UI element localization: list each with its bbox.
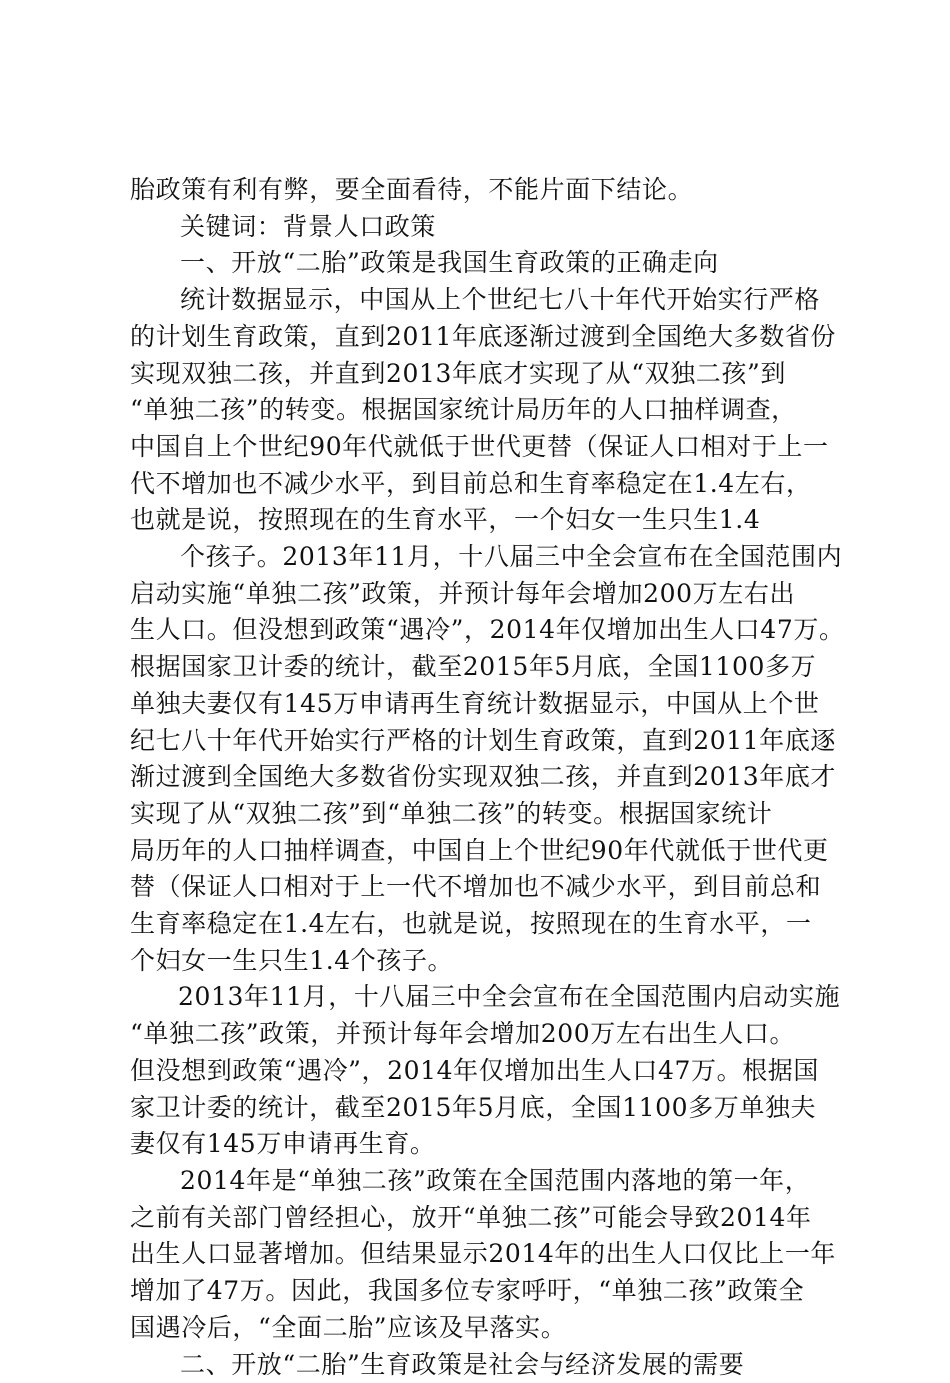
text-line: 2014年是“单独二孩”政策在全国范围内落地的第一年， <box>130 1163 830 1200</box>
text-line: 统计数据显示，中国从上个世纪七八十年代开始实行严格 <box>130 282 830 319</box>
keywords-line: 关键词：背景人口政策 <box>130 209 830 246</box>
text-line: 代不增加也不减少水平，到目前总和生育率稳定在1.4左右， <box>130 466 830 503</box>
text-line: 渐过渡到全国绝大多数省份实现双独二孩，并直到2013年底才 <box>130 759 830 796</box>
text-line: 出生人口显著增加。但结果显示2014年的出生人口仅比上一年 <box>130 1236 830 1273</box>
text-line: “单独二孩”的转变。根据国家统计局历年的人口抽样调查， <box>130 392 830 429</box>
text-line: 实现了从“双独二孩”到“单独二孩”的转变。根据国家统计 <box>130 796 830 833</box>
paragraph-intro-end <box>130 172 830 209</box>
text-line: “单独二孩”政策，并预计每年会增加200万左右出生人口。 <box>130 1016 830 1053</box>
text-line: 启动实施“单独二孩”政策，并预计每年会增加200万左右出 <box>130 576 830 613</box>
section-heading-text: 一、开放“二胎”政策是我国生育政策的正确走向 <box>130 245 830 282</box>
section-heading-2 <box>130 1347 830 1383</box>
text-line: 局历年的人口抽样调查，中国自上个世纪90年代就低于世代更 <box>130 833 830 870</box>
text-line: 单独夫妻仅有145万申请再生育统计数据显示，中国从上个世 <box>130 686 830 723</box>
text-line: 胎政策有利有弊，要全面看待，不能片面下结论。 <box>130 172 830 209</box>
paragraph-2013-announcement <box>130 979 830 1163</box>
text-line: 妻仅有145万申请再生育。 <box>130 1126 830 1163</box>
text-line: 的计划生育政策，直到2011年底逐渐过渡到全国绝大多数省份 <box>130 319 830 356</box>
text-line: 个妇女一生只生1.4个孩子。 <box>130 943 830 980</box>
text-line: 也就是说，按照现在的生育水平，一个妇女一生只生1.4 <box>130 502 830 539</box>
text-line: 纪七八十年代开始实行严格的计划生育政策，直到2011年底逐 <box>130 723 830 760</box>
text-line: 中国自上个世纪90年代就低于世代更替（保证人口相对于上一 <box>130 429 830 466</box>
paragraph-2014-result <box>130 1163 830 1347</box>
paragraph-policy-history <box>130 539 830 979</box>
text-line: 实现双独二孩，并直到2013年底才实现了从“双独二孩”到 <box>130 356 830 393</box>
text-line: 家卫计委的统计，截至2015年5月底，全国1100多万单独夫 <box>130 1090 830 1127</box>
text-line: 个孩子。2013年11月，十八届三中全会宣布在全国范围内 <box>130 539 830 576</box>
section-heading-1 <box>130 245 830 282</box>
text-line: 生育率稳定在1.4左右，也就是说，按照现在的生育水平，一 <box>130 906 830 943</box>
paragraph-keywords <box>130 209 830 246</box>
paragraph-statistics <box>130 282 830 539</box>
document-body <box>130 172 830 1383</box>
text-line: 增加了47万。因此，我国多位专家呼吁，“单独二孩”政策全 <box>130 1273 830 1310</box>
text-line: 之前有关部门曾经担心，放开“单独二孩”可能会导致2014年 <box>130 1200 830 1237</box>
text-line: 2013年11月，十八届三中全会宣布在全国范围内启动实施 <box>130 979 830 1016</box>
text-line: 国遇冷后，“全面二胎”应该及早落实。 <box>130 1310 830 1347</box>
text-line: 根据国家卫计委的统计，截至2015年5月底，全国1100多万 <box>130 649 830 686</box>
text-line: 生人口。但没想到政策“遇冷”，2014年仅增加出生人口47万。 <box>130 612 830 649</box>
text-line: 但没想到政策“遇冷”，2014年仅增加出生人口47万。根据国 <box>130 1053 830 1090</box>
section-heading-text: 二、开放“二胎”生育政策是社会与经济发展的需要 <box>130 1347 830 1383</box>
text-line: 替（保证人口相对于上一代不增加也不减少水平，到目前总和 <box>130 869 830 906</box>
